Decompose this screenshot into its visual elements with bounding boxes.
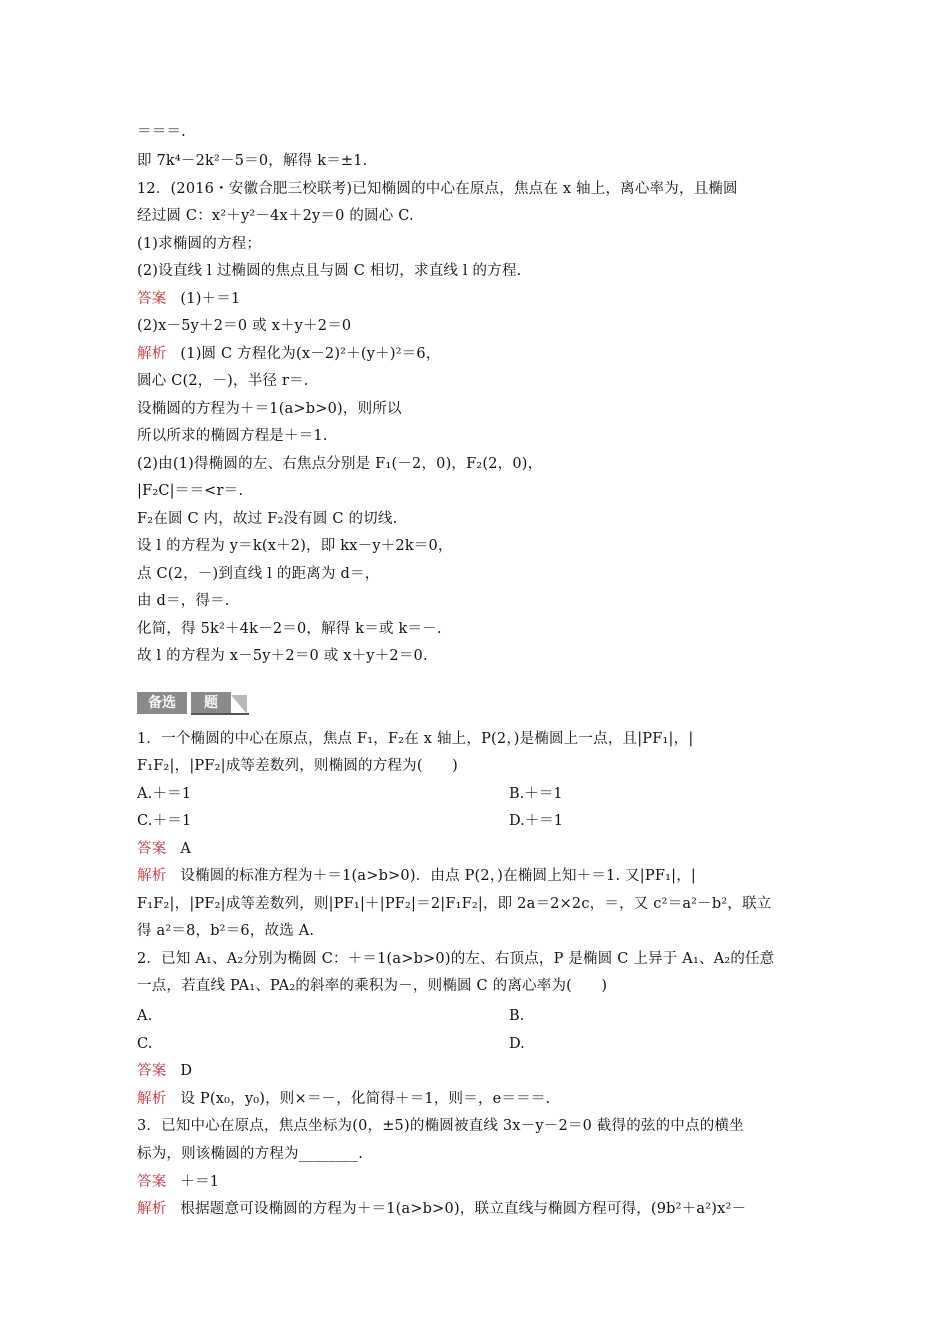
option-b: B. <box>509 1008 525 1024</box>
analysis-line <box>137 1089 550 1109</box>
text-line: 点 C(2，－)到直线 l 的距离为 d＝， <box>137 566 380 582</box>
text-line: (2)设直线 l 过椭圆的焦点且与圆 C 相切，求直线 l 的方程. <box>137 263 522 279</box>
question-12: 12．(2016・安徽合肥三校联考)已知椭圆的中心在原点，焦点在 x 轴上，离心率为，且椭圆 <box>137 181 738 197</box>
text-line: 标为，则该椭圆的方程为________. <box>137 1146 364 1162</box>
analysis-text: 根据题意可设椭圆的方程为＋＝1(a>b>0)，联立直线与椭圆方程可得，(9b²＋a²)x²－ <box>180 1201 747 1217</box>
answer-text: D <box>180 1063 193 1079</box>
text-line: 设 l 的方程为 y＝k(x＋2)，即 kx－y＋2k＝0， <box>137 538 453 554</box>
text-line: (2)由(1)得椭圆的左、右焦点分别是 F₁(－2，0)，F₂(2，0)， <box>137 456 543 472</box>
analysis-text: 设 P(x₀，y₀)，则×＝－，化简得＋＝1，则＝，e＝＝＝. <box>180 1091 551 1107</box>
analysis-line <box>137 344 441 364</box>
answer-line <box>137 1061 192 1081</box>
analysis-line <box>137 1199 746 1219</box>
badge-underline <box>191 713 249 715</box>
option-d: D.＋＝1 <box>509 813 563 829</box>
badge-left: 备选 <box>137 692 187 714</box>
option-b: B.＋＝1 <box>509 786 563 802</box>
answer-line <box>137 1172 219 1192</box>
text-line: 所以所求的椭圆方程是＋＝1. <box>137 428 328 444</box>
text-line: F₁F₂|，|PF₂|成等差数列，则椭圆的方程为( ) <box>137 758 458 774</box>
answer-text: (1)＋＝1 <box>180 291 241 307</box>
text-line: ＝＝＝. <box>137 124 186 140</box>
text-line: 圆心 C(2，－)，半径 r＝. <box>137 373 309 389</box>
text-line: 得 a²＝8，b²＝6，故选 A. <box>137 923 315 939</box>
analysis-line <box>137 866 696 886</box>
text-line: 化简，得 5k²＋4k－2＝0，解得 k＝或 k＝－. <box>137 621 442 637</box>
answer-label: 答案 <box>137 841 167 857</box>
answer-line <box>137 839 191 859</box>
option-a: A. <box>137 1008 153 1024</box>
answer-label: 答案 <box>137 1063 167 1079</box>
option-a: A.＋＝1 <box>137 786 192 802</box>
badge-right: 题 <box>191 692 231 714</box>
analysis-text: (1)圆 C 方程化为(x－2)²＋(y＋)²＝6， <box>180 346 441 362</box>
text-line: 经过圆 C：x²＋y²－4x＋2y＝0 的圆心 C. <box>137 208 414 224</box>
text-line: 设椭圆的方程为＋＝1(a>b>0)，则所以 <box>137 401 402 417</box>
analysis-label: 解析 <box>137 346 167 362</box>
analysis-text: 设椭圆的标准方程为＋＝1(a>b>0)．由点 P(2，)在椭圆上知＋＝1. 又|PF₁|，| <box>180 868 696 884</box>
question-b1: 1．一个椭圆的中心在原点，焦点 F₁，F₂在 x 轴上，P(2，)是椭圆上一点，且|PF₁|，| <box>137 731 694 747</box>
analysis-label: 解析 <box>137 1091 167 1107</box>
answer-label: 答案 <box>137 1174 167 1190</box>
option-d: D. <box>509 1036 525 1052</box>
answer-text: A <box>180 841 192 857</box>
question-b3: 3．已知中心在原点，焦点坐标为(0，±5)的椭圆被直线 3x－y－2＝0 截得的弦的中点的横坐 <box>137 1118 744 1134</box>
analysis-label: 解析 <box>137 868 167 884</box>
text-line: 一点，若直线 PA₁、PA₂的斜率的乘积为－，则椭圆 C 的离心率为( ) <box>137 978 608 994</box>
text-line: |F₂C|＝＝<r＝. <box>137 483 244 499</box>
badge-tail <box>231 695 247 714</box>
text-line: 故 l 的方程为 x－5y＋2＝0 或 x＋y＋2＝0. <box>137 648 428 664</box>
answer-label: 答案 <box>137 291 167 307</box>
text-line: (2)x－5y＋2＝0 或 x＋y＋2＝0 <box>137 318 352 334</box>
section-badge <box>137 692 249 714</box>
option-c: C.＋＝1 <box>137 813 192 829</box>
text-line: 即 7k⁴－2k²－5＝0，解得 k＝±1. <box>137 153 368 169</box>
text-line: F₁F₂|，|PF₂|成等差数列，则|PF₁|＋|PF₂|＝2|F₁F₂|，即 2a＝2×2c，＝，又 c²＝a²－b²，联立 <box>137 896 772 912</box>
text-line: (1)求椭圆的方程； <box>137 236 262 252</box>
option-c: C. <box>137 1036 153 1052</box>
answer-text: ＋＝1 <box>180 1174 220 1190</box>
analysis-label: 解析 <box>137 1201 167 1217</box>
answer-line <box>137 289 240 309</box>
text-line: F₂在圆 C 内，故过 F₂没有圆 C 的切线. <box>137 511 398 527</box>
text-line: 由 d＝，得＝. <box>137 593 230 609</box>
question-b2: 2．已知 A₁、A₂分别为椭圆 C：＋＝1(a>b>0)的左、右顶点，P 是椭圆 C 上异于 A₁、A₂的任意 <box>137 951 775 967</box>
